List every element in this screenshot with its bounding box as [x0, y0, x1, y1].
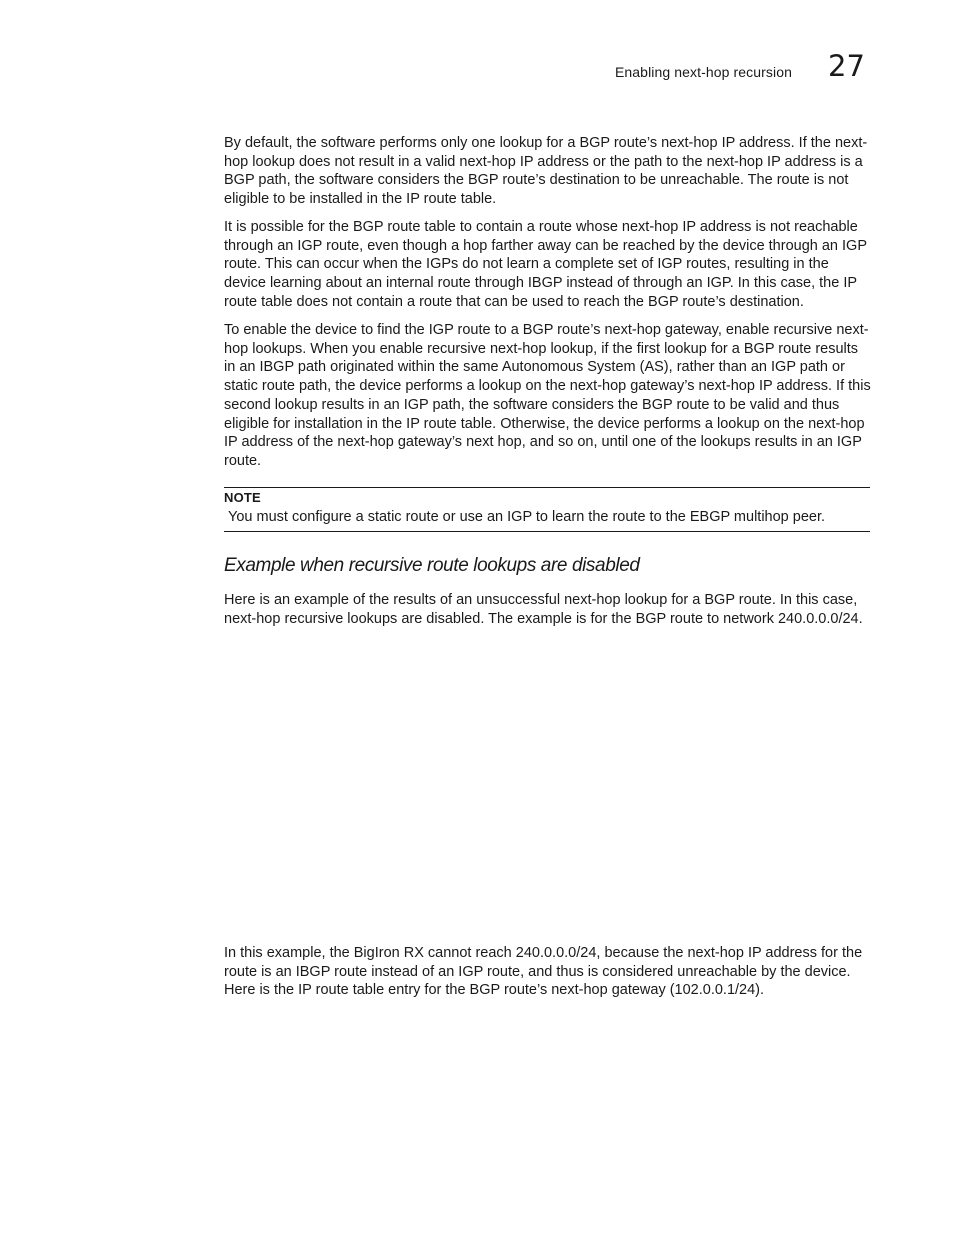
running-header-section-title: Enabling next-hop recursion [614, 64, 792, 80]
example-followup-paragraph: In this example, the BigIron RX cannot reach 240.0.0.0/24, because the next-hop IP address for the route is an IBGP route instead of an IGP route, and thus is considered unreachable by the device. Here is the IP route table entry for the BGP route’s next-hop gateway (102.0.0.1/24). [224, 945, 863, 999]
example-intro-paragraph: Here is an example of the results of an unsuccessful next-hop lookup for a BGP route. In this case, next-hop recursive lookups are disabled. The example is for the BGP route to network 240.0.0.0/24. [224, 592, 863, 627]
note-top-rule [224, 487, 870, 488]
section-subheading: Example when recursive route lookups are disabled [224, 555, 640, 576]
note-label: NOTE [224, 490, 261, 505]
body-paragraph: By default, the software performs only one lookup for a BGP route’s next-hop IP address. If the next-hop lookup does not result in a valid next-hop IP address or the path to the next-hop IP address is a BGP path, the software considers the BGP route’s destination to be unreachable. The route is not eligible to be installed in the IP route table. [224, 135, 868, 208]
note-text: You must configure a static route or use an IGP to learn the route to the EBGP multihop peer. [228, 509, 826, 525]
running-header-chapter-number: 27 [828, 49, 865, 83]
body-paragraph: It is possible for the BGP route table to contain a route whose next-hop IP address is not reachable through an IGP route, even though a hop farther away can be reached by the device through an IGP route. This can occur when the IGPs do not learn a complete set of IGP routes, resulting in the device learning about an internal route through IBGP instead of through an IGP. In this case, the IP route table does not contain a route that can be used to reach the BGP route’s destination. [224, 219, 867, 310]
body-paragraph: To enable the device to find the IGP route to a BGP route’s next-hop gateway, enable recursive next-hop lookups. When you enable recursive next-hop lookup, if the first lookup for a BGP route results in an IBGP path originated within the same Autonomous System (AS), rather than an IGP path or static route path, the device performs a lookup on the next-hop gateway’s next-hop IP address. If this second lookup results in an IGP path, the software considers the BGP route to be valid and thus eligible for installation in the IP route table. Otherwise, the device performs a lookup on the next-hop IP address of the next-hop gateway’s next hop, and so on, until one of the lookups results in an IGP route. [224, 322, 871, 469]
note-bottom-rule [224, 531, 870, 532]
